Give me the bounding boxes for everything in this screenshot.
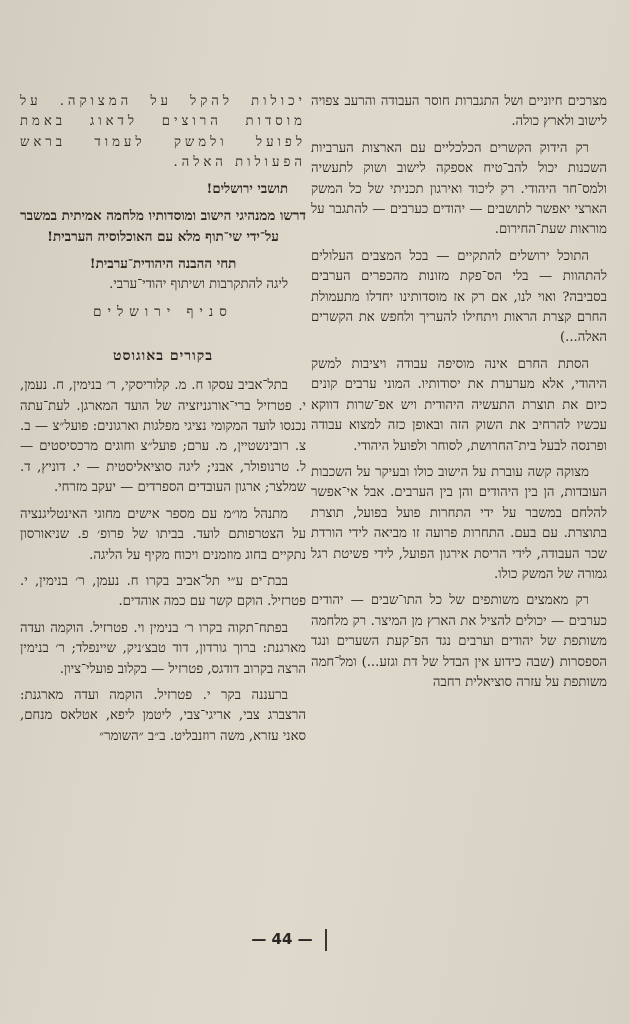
report-paragraph: בפתח־תקוה בקרו ר׳ בנימין וי. פטרזיל. הוקמה ועדה מארגנת: ברוך גורדון, דוד טבצ׳ניק, שיינפלד; ר׳ בנימין הרצה בקרוב דודגס, פטרזיל — בקלוב פועלי־ציון. [20, 620, 306, 677]
report-paragraph: בתל־אביב עסקו ח. מ. קלוריסקי, ר׳ בנימין, ח. נעמן, י. פטרזיל ברי־אורגניזציה של הועד המארגן. לעת־עתה נכנסו לועד המקומי נציגי מפלגות וארגונים: פועל״צ — ב. צ. רובינשטיין, מ. ערם; פועל״צ וחוגים מרכסיסטים — ל. טרנופולר, אבני; ליגה סוציאליסטית — י. דוניץ, ד. שמלצר; ארגון העובדים הספרדים — יעקב מזרחי. [20, 378, 306, 496]
address-line: תושבי ירושלים! [206, 181, 288, 197]
paragraph: מצוקה קשה עוברת על הישוב כולו ובעיקר על השכבות העובדות, הן בין היהודים והן בין הערבים. אבל אי־אפשר להלחם במשבר על ידי התחרות פועל בפועל, תוצרת בתוצרת. עם בעם. התחרות פרועה זו מביאה לידי הורדת שכר העבודה, לידי הריסת אירגון הפועל, לידי פשיטת רגל גמורה של המשק כולו. [311, 464, 607, 582]
paragraph: הסתת החרם אינה מוסיפה עבודה ויציבות למשק היהודי, אלא מערערת את יסודותיו. המוני ערבים קונים כיום את תוצרת התעשיה היהודית ויש אפ־שרות דווקא עכשיו להרחיב את השוק הזה ובאופן כזה למצוא עבודה ופרנסה לבעל בית־החרושת, לסוחר ולפועל היהודי. [311, 356, 607, 454]
signoff: סניף ירושלים [93, 305, 233, 321]
paragraph: התוכל ירושלים להתקיים — בכל המצבים העלולים להתהוות — בלי הס־פקת מזונות מהכפרים הערבים בסביבה? ואוי לנו, אם רק אז מוסדותינו יחדלו מתעמולת החרם קצרת הראות ויתחילו להעריך ולחפש את הקשרים האלה...) [311, 248, 607, 346]
organization-name: ליגה להתקרבות ושיתוף יהודי־ערבי. [109, 277, 288, 293]
report-paragraph: מתנהל מו״מ עם מספר אישים מחוגי האינטליגנציה על הצטרפותם לועד. בביתו של פרופ׳ פ. שניאורסון נתקיים בחוג מוזמנים ויכוח מקיף על הליגה. [20, 506, 306, 563]
paragraph: מצרכים חיוניים ושל התגברות חוסר העבודה והרעב צפויה לישוב ולארץ כולה. [311, 94, 607, 130]
section-heading: בקורים באוגוסט [113, 347, 213, 364]
slogan: דרשו ממנהיגי הישוב ומוסדותיו מלחמה אמיתית במשבר על־ידי שי־תוף מלא עם האוכלוסיה הערבית! [20, 208, 306, 246]
slogan: תחי ההבנה היהודית־ערבית! [89, 256, 237, 273]
right-column [311, 92, 607, 693]
report-paragraph: ברעננה בקר י. פטרזיל. הוקמה ועדה מארגנת: הרצברג צבי, אריגי־צבי, ליטמן ליפא, אטלאס מנחם, סאני עזרא, משה רוזנבליט. ב״ב ״השומר״ [20, 687, 306, 744]
paragraph: רק הידוק הקשרים הכלכליים עם הארצות הערביות השכנות יכול להב־טיח אספקה לישוב ושוק לתעשיה ולמס־חר היהודי. רק ליכוד ואירגון תכניתי של כל המשק הארצי יאפשר לתושבים — יהודים כערבים — להתגבר על מוראות שעת־החירום. [311, 140, 607, 238]
report-paragraph: בבת־ים ע״י תל־אביב בקרו ח. נעמן, ר׳ בנימין, י. פטרזיל. הוקם קשר עם כמה אוהדים. [20, 573, 306, 610]
left-column [20, 92, 306, 747]
paragraph: יכולות להקל על המצוקה. על מוסדות הרוצים לדאוג באמת לפועל ולמשק לעמוד בראש הפעולות האלה. [20, 94, 306, 171]
page-number: — 44 — [251, 930, 313, 948]
paragraph: רק מאמצים משותפים של כל התו־שבים — יהודים כערבים — יכולים להציל את הארץ מן המיצר. רק מלחמה משותפת של יהודים וערבים נגד הפ־קעת השערים ונגד הספסרות (שבה כידוע אין הבדל של דת וגזע...) ומל־חמה משותפת על עזרה סוציאלית רחבה [311, 593, 607, 690]
margin-rule [325, 929, 327, 951]
